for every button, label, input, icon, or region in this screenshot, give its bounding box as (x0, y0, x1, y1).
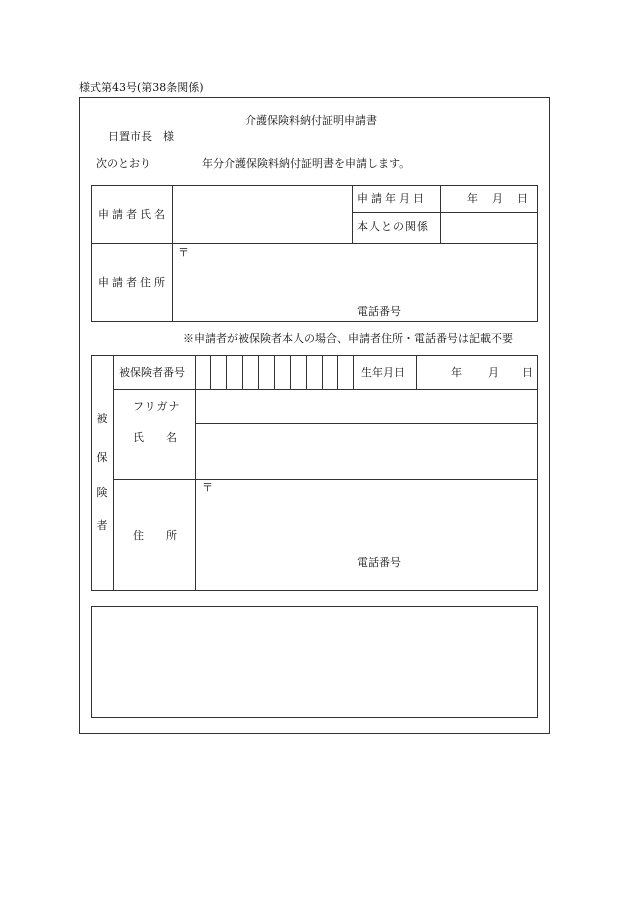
applicant-address-field[interactable] (174, 260, 536, 300)
insured-postal-mark: 〒 (202, 481, 213, 494)
application-date-label: 申請年月日 (357, 192, 427, 205)
request-prefix: 次のとおり (96, 157, 151, 170)
addressee: 日置市長 様 (108, 130, 174, 143)
insured-name-field[interactable] (197, 425, 536, 477)
relation-field[interactable] (442, 214, 536, 242)
birth-date-month: 月 (488, 366, 499, 379)
note: ※申請者が被保険者本人の場合、申請者住所・電話番号は記載不要 (183, 332, 513, 345)
application-date-year: 年 (467, 192, 478, 205)
furigana-field[interactable] (197, 391, 536, 421)
insured-address-field[interactable] (197, 497, 536, 547)
remarks-box[interactable] (91, 606, 538, 718)
request-suffix: 年分介護保険料納付証明書を申請します。 (202, 157, 411, 170)
birth-date-label: 生年月日 (361, 366, 405, 379)
insured-section-char-4: 者 (96, 519, 108, 532)
insured-phone-label: 電話番号 (357, 556, 401, 569)
relation-label: 本人との関係 (357, 220, 429, 233)
insured-number-field[interactable] (197, 357, 352, 387)
application-date-day: 日 (517, 192, 528, 205)
furigana-label: フリガナ (133, 400, 181, 413)
applicant-name-label: 申請者氏名 (98, 208, 168, 221)
birth-date-day: 日 (522, 366, 533, 379)
birth-date-year: 年 (451, 366, 462, 379)
applicant-name-field[interactable] (174, 187, 350, 241)
application-date-month: 月 (492, 192, 503, 205)
form-number: 様式第43号(第38条関係) (79, 81, 204, 94)
insured-name-label: 氏 名 (133, 431, 177, 444)
form-title: 介護保険料納付証明申請書 (245, 114, 377, 127)
applicant-phone-label: 電話番号 (357, 305, 401, 318)
applicant-postal-mark: 〒 (178, 246, 189, 259)
insured-section-char-1: 被 (96, 412, 108, 425)
insured-section-char-2: 保 (96, 451, 108, 464)
applicant-address-label: 申請者住所 (98, 276, 168, 289)
insured-address-label: 住 所 (133, 529, 177, 542)
insured-number-label: 被保険者番号 (119, 366, 185, 379)
insured-section-char-3: 険 (96, 486, 108, 499)
